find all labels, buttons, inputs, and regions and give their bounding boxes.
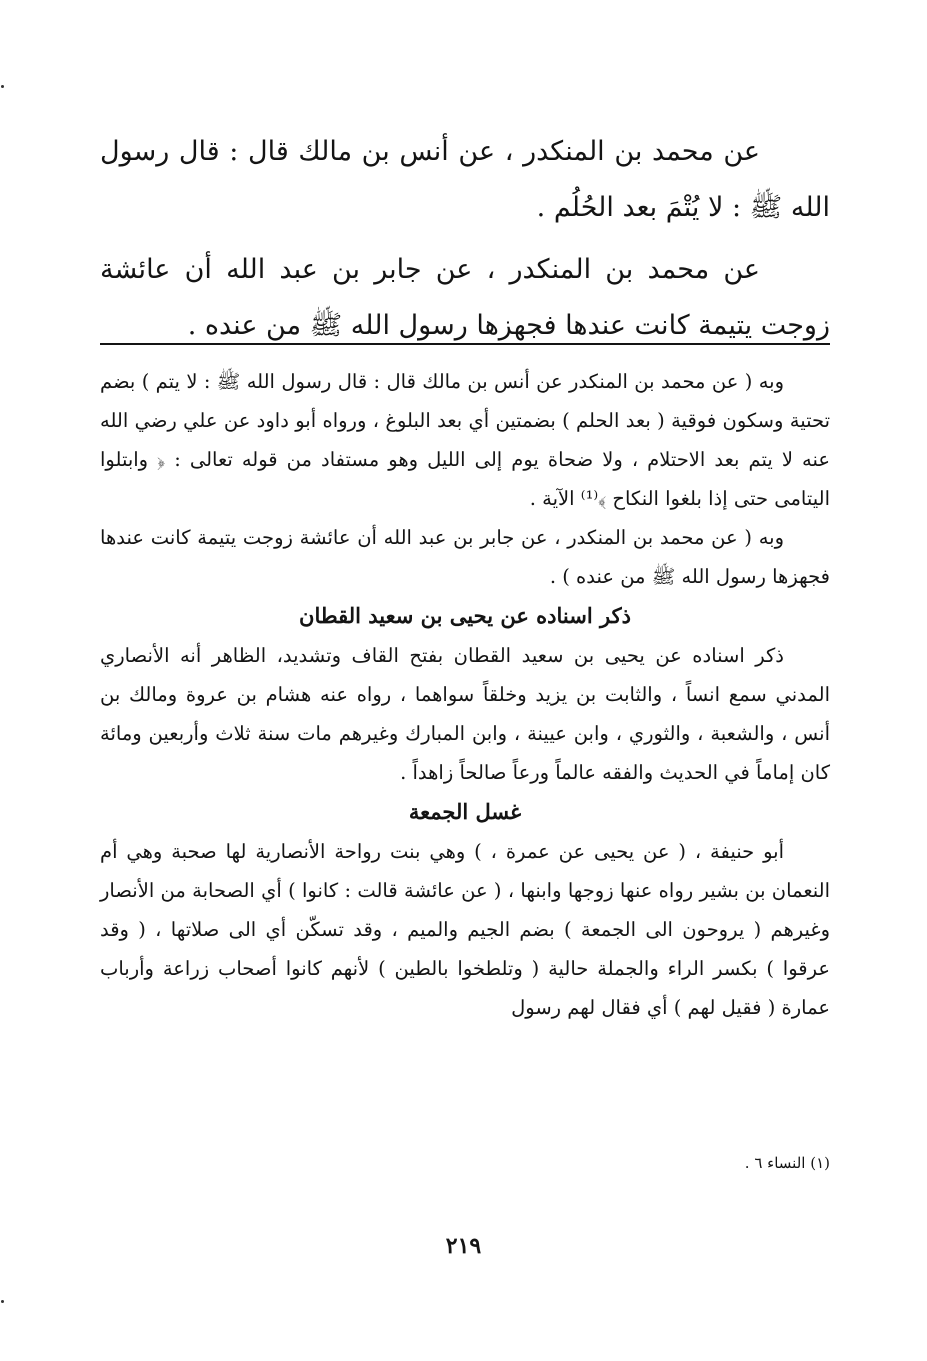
commentary-paragraph: وبه ( عن محمد بن المنكدر ، عن جابر بن عبد الله أن عائشة زوجت يتيمة كانت عندها فجهزها رسول الله ﷺ من عنده ) .: [100, 526, 830, 588]
page-number: ٢١٩: [445, 1233, 482, 1259]
hadith-text: [100, 124, 830, 360]
commentary-text: [100, 362, 830, 1027]
section-heading: غسل الجمعة: [408, 799, 522, 824]
scan-speck: [1, 1300, 4, 1303]
separator-rule: [100, 343, 830, 345]
hadith-paragraph: عن محمد بن المنكدر ، عن أنس بن مالك قال : قال رسول الله ﷺ : لا يُتْمَ بعد الحُلُم .: [100, 136, 830, 223]
scan-speck: [1, 85, 4, 88]
commentary-paragraph: أبو حنيفة ، ( عن يحيى عن عمرة ، ) وهي بنت رواحة الأنصارية لها صحبة وهي أم النعمان بن بشير رواه عنها زوجها وابنها ، ( عن عائشة قالت : كانوا ) أي الصحابة من الأنصار وغيرهم ( يروحون الى الجمعة ) بضم الجيم والميم ، وقد تسكّن أي الى صلاتها ، ( وقد عرقوا ) بكسر الراء والجملة حالية ( وتلطخوا بالطين ) لأنهم كانوا أصحاب زراعة وأرباب عمارة ( فقيل لهم ) أي فقال لهم رسول: [100, 840, 830, 1019]
commentary-paragraph: وبه ( عن محمد بن المنكدر عن أنس بن مالك قال : قال رسول الله ﷺ : لا يتم ) بضم تحتية وسكون فوقية ( بعد الحلم ) بضمتين أي بعد البلوغ ، ورواه أبو داود عن علي رضي الله عنه لا يتم بعد الاحتلام ، ولا ضحاة يوم إلى الليل وهو مستفاد من قوله تعالى : ﴿ وابتلوا اليتامى حتى إذا بلغوا النكاح ﴾⁽¹⁾ الآية .: [100, 370, 830, 510]
hadith-paragraph: عن محمد بن المنكدر ، عن جابر بن عبد الله أن عائشة زوجت يتيمة كانت عندها فجهزها رسول الله ﷺ من عنده .: [100, 254, 830, 341]
section-heading: ذكر اسناده عن يحيى بن سعيد القطان: [299, 603, 631, 628]
commentary-paragraph: ذكر اسناده عن يحيى بن سعيد القطان بفتح القاف وتشديد، الظاهر أنه الأنصاري المدني سمع انساً ، والثابت بن يزيد وخلقاً سواهما ، رواه عنه هشام بن عروة ومالك بن أنس ، والشعبة ، والثوري ، وابن عيينة ، وابن المبارك وغيرهم مات سنة ثلاث وأربعين ومائة كان إماماً في الحديث والفقه عالماً ورعاً صالحاً زاهداً .: [100, 644, 830, 784]
footnote: (١) النساء ٦ .: [744, 1154, 830, 1172]
